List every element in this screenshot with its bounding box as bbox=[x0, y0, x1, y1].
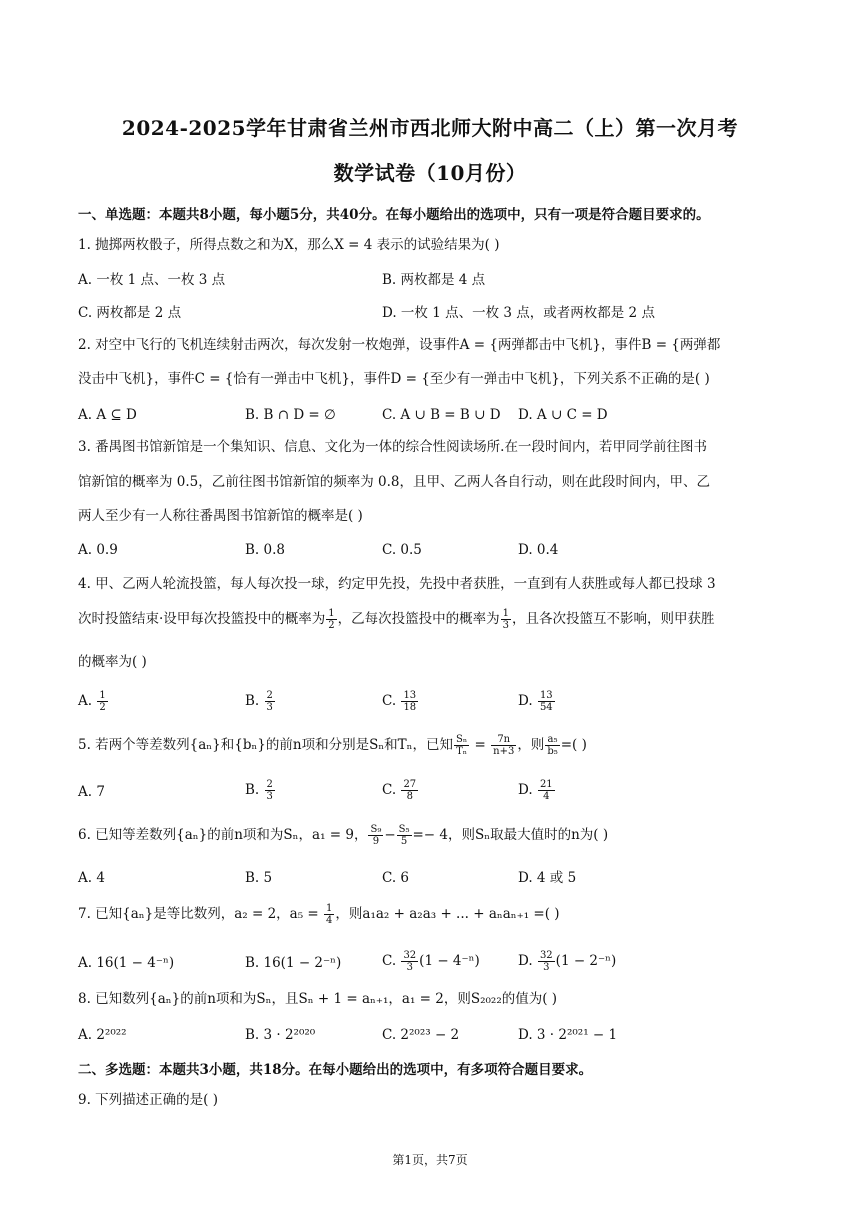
q4-option-a: A. $\frac{1}{2}$ bbox=[78, 690, 106, 713]
q6-fraction-s9: $\frac{\text{S₉}}{9}$ bbox=[370, 824, 382, 847]
question-3-line-1: 3. 番禺图书馆新馆是一个集知识、信息、文化为一体的综合性阅读场所.在一段时间内，若甲同学前往图书 bbox=[78, 439, 707, 455]
q4-b-frac: $\frac{2}{3}$ bbox=[266, 690, 273, 713]
q4-c-frac: $\frac{13}{18}$ bbox=[403, 690, 417, 713]
q7-c-frac: $\frac{32}{3}$ bbox=[403, 950, 417, 973]
q6-option-d: D. 4 或 5 bbox=[518, 870, 577, 886]
q7-fraction-1-4: $\frac{1}{4}$ bbox=[326, 903, 333, 926]
q6-text-c: =− 4，则Sₙ取最大值时的n为( ) bbox=[412, 827, 609, 843]
q5-fraction-a5-b5: $\frac{\text{a₅}}{\text{b₅}}$ bbox=[547, 734, 558, 757]
q4-fraction-yi: $\frac{1}{3}$ bbox=[502, 608, 510, 631]
q6-option-a: A. 4 bbox=[78, 870, 105, 886]
q6-fraction-s5: $\frac{\text{S₅}}{5}$ bbox=[398, 824, 410, 847]
section-heading-multi-choice: 二、多选题：本题共3小题，共18分。在每小题给出的选项中，有多项符合题目要求。 bbox=[78, 1062, 593, 1078]
q3-option-c: C. 0.5 bbox=[382, 542, 422, 558]
question-9-stem: 9. 下列描述正确的是( ) bbox=[78, 1092, 218, 1108]
q3-option-b: B. 0.8 bbox=[245, 542, 285, 558]
q4-d-frac: $\frac{13}{54}$ bbox=[539, 690, 553, 713]
section-heading-single-choice: 一、单选题：本题共8小题，每小题5分，共40分。在每小题给出的选项中，只有一项是符合题目要求的。 bbox=[78, 207, 710, 223]
q1-option-c: C. 两枚都是 2 点 bbox=[78, 305, 182, 321]
q5-option-b: B. $\frac{2}{3}$ bbox=[245, 779, 273, 802]
q8-option-d: D. 3 · 2²⁰²¹ − 1 bbox=[518, 1027, 618, 1043]
q7-option-b: B. 16(1 − 2⁻ⁿ) bbox=[245, 955, 342, 971]
question-2-line-1: 2. 对空中飞行的飞机连续射击两次，每次发射一枚炮弹，设事件A = {两弹都击中飞机}，事件B = {两弹都 bbox=[78, 337, 721, 353]
q4-option-b: B. $\frac{2}{3}$ bbox=[245, 690, 273, 713]
q5-fraction-7n: $\frac{7n}{n+3}$ bbox=[493, 734, 515, 757]
q7-option-c: C. $\frac{32}{3}$ (1 − 4⁻ⁿ) bbox=[382, 950, 480, 973]
q5-d-frac: $\frac{21}{4}$ bbox=[539, 779, 553, 802]
q2-option-a: A. A ⊆ D bbox=[78, 407, 137, 423]
q8-option-c: C. 2²⁰²³ − 2 bbox=[382, 1027, 460, 1043]
q2-option-b: B. B ∩ D = ∅ bbox=[245, 407, 336, 423]
q3-option-a: A. 0.9 bbox=[78, 542, 118, 558]
q6-option-c: C. 6 bbox=[382, 870, 410, 886]
q2-option-d: D. A ∪ C = D bbox=[518, 407, 608, 423]
q5-option-d: D. $\frac{21}{4}$ bbox=[518, 779, 553, 802]
q6-option-b: B. 5 bbox=[245, 870, 273, 886]
page-footer: 第1页，共7页 bbox=[392, 1153, 468, 1167]
question-6-stem bbox=[78, 818, 784, 852]
q1-option-b: B. 两枚都是 4 点 bbox=[382, 272, 486, 288]
question-4-line-1: 4. 甲、乙两人轮流投篮，每人每次投一球，约定甲先投，先投中者获胜，一直到有人获胜或每人都已投球 3 bbox=[78, 576, 716, 592]
question-3-line-3: 两人至少有一人称往番禺图书馆新馆的概率是( ) bbox=[78, 508, 363, 524]
q4-text-c: ，且各次投篮互不影响，则甲获胜 bbox=[512, 611, 715, 627]
q3-option-d: D. 0.4 bbox=[518, 542, 559, 558]
q5-c-frac: $\frac{27}{8}$ bbox=[403, 779, 417, 802]
q7-option-a: A. 16(1 − 4⁻ⁿ) bbox=[78, 955, 175, 971]
question-4-line-3: 的概率为( ) bbox=[78, 654, 147, 670]
question-4-line-2 bbox=[78, 602, 784, 636]
q8-option-b: B. 3 · 2²⁰²⁰ bbox=[245, 1027, 316, 1043]
q4-option-d: D. $\frac{13}{54}$ bbox=[518, 690, 553, 713]
q7-d-frac: $\frac{32}{3}$ bbox=[539, 950, 553, 973]
q5-b-frac: $\frac{2}{3}$ bbox=[266, 779, 273, 802]
q6-text-a: 6. 已知等差数列{aₙ}的前n项和为Sₙ，a₁ = 9， bbox=[78, 827, 368, 843]
q8-option-a: A. 2²⁰²² bbox=[78, 1027, 127, 1043]
document-title-line2: 数学试卷（10月份） bbox=[333, 161, 527, 185]
question-7-stem bbox=[78, 897, 784, 931]
q4-a-frac: $\frac{1}{2}$ bbox=[99, 690, 106, 713]
q5-option-c: C. $\frac{27}{8}$ bbox=[382, 779, 417, 802]
q4-text-b: ，乙每次投篮投中的概率为 bbox=[337, 611, 500, 627]
question-3-line-2: 馆新馆的概率为 0.5，乙前往图书馆新馆的频率为 0.8，且甲、乙两人各自行动，则在此段时间内，甲、乙 bbox=[78, 474, 711, 490]
q7-text-b: ，则a₁a₂ + a₂a₃ + ... + aₙaₙ₊₁ =( ) bbox=[335, 906, 560, 922]
q5-fraction-s-over-t: $\frac{\text{Sₙ}}{\text{Tₙ}}$ bbox=[456, 734, 468, 757]
document-title-line1: 2024-2025学年甘肃省兰州市西北师大附中高二（上）第一次月考 bbox=[121, 116, 739, 140]
q5-option-a: A. 7 bbox=[78, 784, 105, 800]
q4-text-a: 次时投篮结束·设甲每次投篮投中的概率为 bbox=[78, 611, 326, 627]
q7-option-d: D. $\frac{32}{3}$ (1 − 2⁻ⁿ) bbox=[518, 950, 617, 973]
q4-fraction-jia: $\frac{1}{2}$ bbox=[328, 608, 335, 631]
question-1-stem: 1. 抛掷两枚骰子，所得点数之和为X，那么X = 4 表示的试验结果为( ) bbox=[78, 237, 500, 253]
question-2-line-2: 没击中飞机}，事件C = {恰有一弹击中飞机}，事件D = {至少有一弹击中飞机}，下列关系不正确的是( ) bbox=[78, 371, 710, 387]
q1-option-a: A. 一枚 1 点、一枚 3 点 bbox=[78, 272, 226, 288]
q5-text-c: =( ) bbox=[560, 737, 587, 753]
question-5-stem: 5. 若两个等差数列{aₙ}和{bₙ}的前n项和分别是Sₙ和Tₙ，已知 $\frac{\text{Sₙ}}{\text{Tₙ}}$ = $\frac{7n}{n+3}$ ，则 $\frac{\text{a₅}}{\text{b₅}}$ =( ) bbox=[78, 734, 587, 757]
q5-text-b: ，则 bbox=[517, 737, 545, 753]
q4-option-c: C. $\frac{13}{18}$ bbox=[382, 690, 417, 713]
question-8-stem: 8. 已知数列{aₙ}的前n项和为Sₙ，且Sₙ + 1 = aₙ₊₁，a₁ = 2，则S₂₀₂₂的值为( ) bbox=[78, 991, 558, 1007]
q5-text-a: 5. 若两个等差数列{aₙ}和{bₙ}的前n项和分别是Sₙ和Tₙ，已知 bbox=[78, 737, 454, 753]
q2-option-c: C. A ∪ B = B ∪ D bbox=[382, 407, 501, 423]
q6-text-b: − bbox=[384, 827, 396, 843]
q1-option-d: D. 一枚 1 点、一枚 3 点，或者两枚都是 2 点 bbox=[382, 305, 655, 321]
q7-text-a: 7. 已知{aₙ}是等比数列，a₂ = 2，a₅ = bbox=[78, 906, 319, 922]
